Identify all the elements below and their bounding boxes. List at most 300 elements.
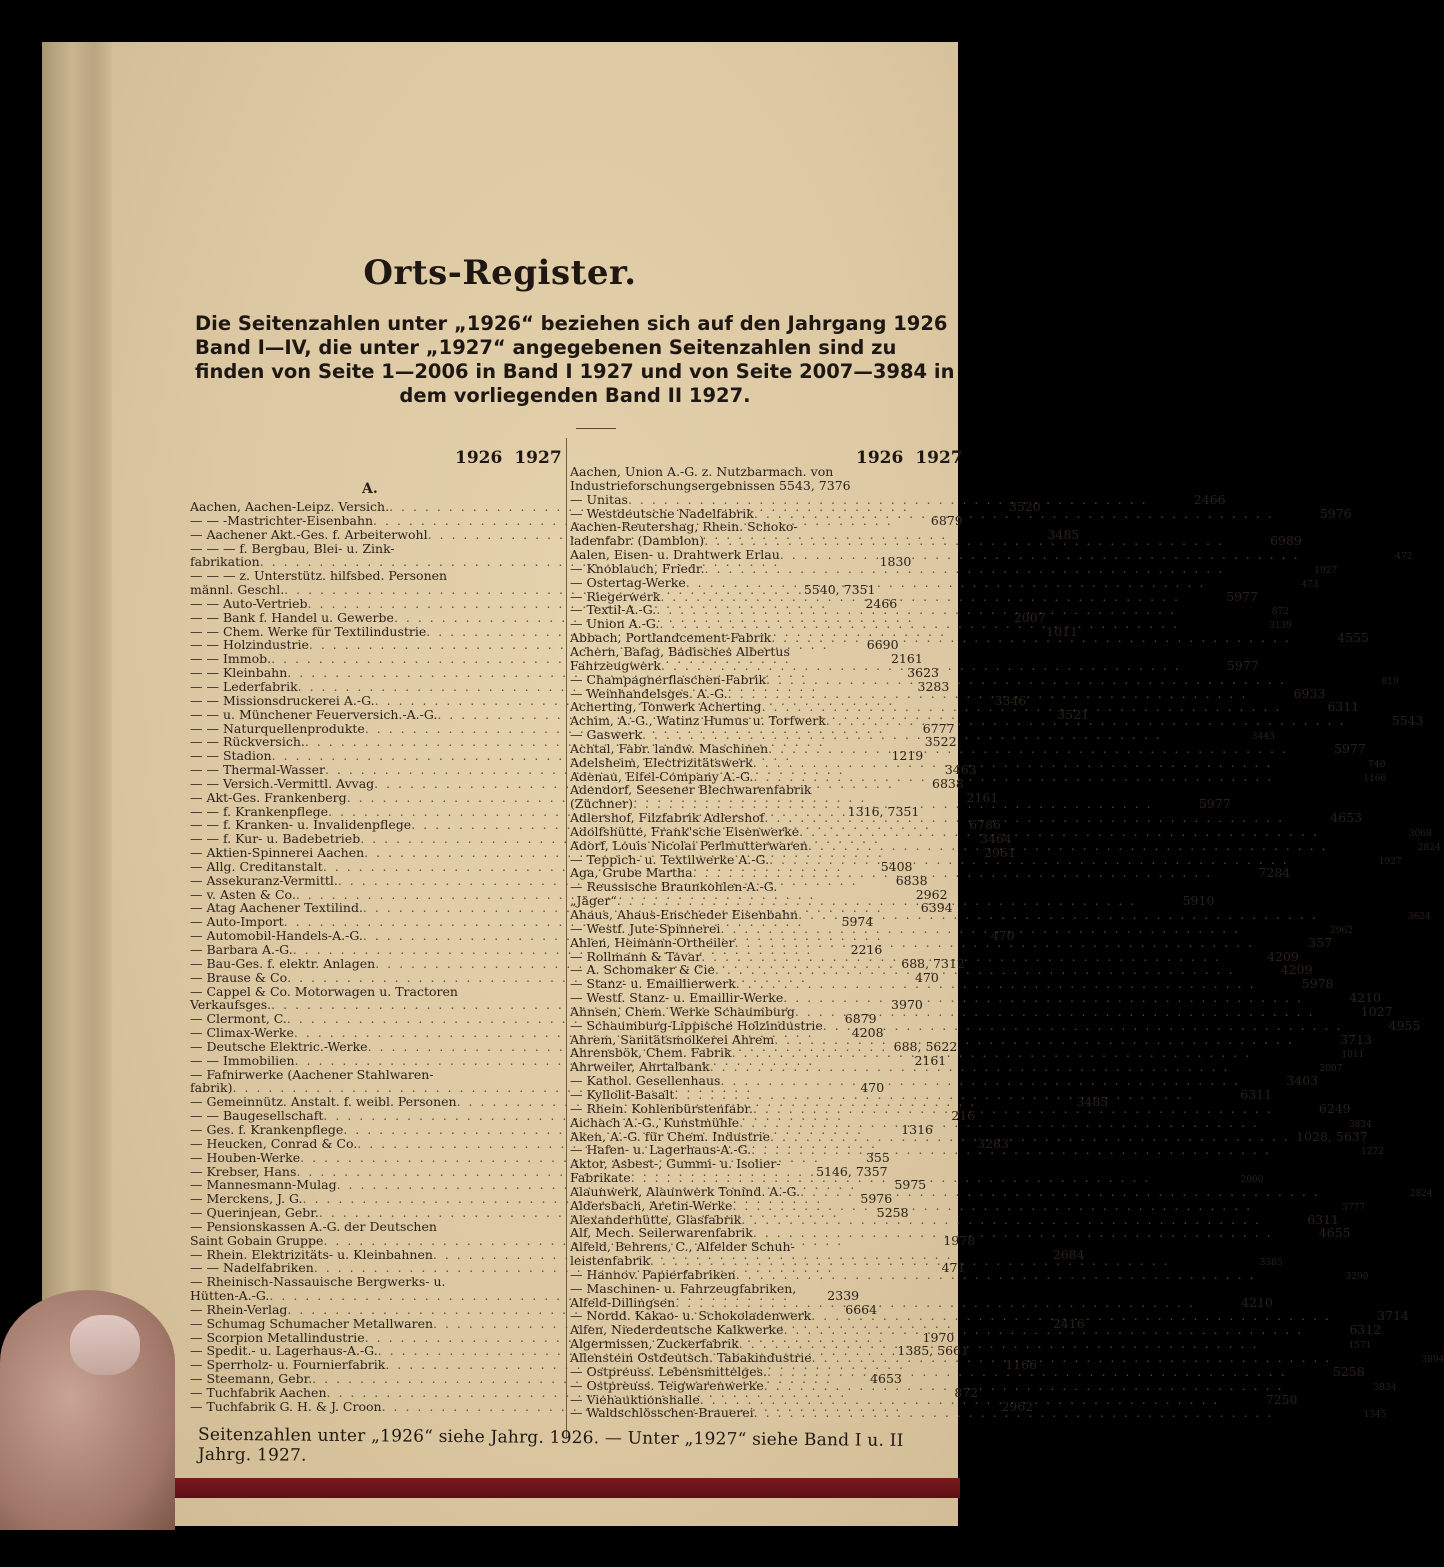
register-entry (570, 1211, 1340, 1227)
page-1926: 6838 (932, 775, 964, 791)
register-entry (570, 588, 1258, 604)
entry-name: Saint Gobain Gruppe (190, 1232, 324, 1248)
page-1926: 6777 (922, 720, 955, 736)
entry-name: — — Missionsdruckerei A.-G. (190, 692, 375, 708)
entry-name: Adendorf, Seesener Blechwarenfabrik (570, 782, 812, 798)
page-1926: 6311 (1327, 699, 1360, 715)
entry-name: — Gaswerk (570, 727, 642, 743)
page-1927: 1927 (1378, 856, 1402, 867)
entry-name: fabrikation (190, 554, 260, 570)
page-1926: 4955 (1388, 1017, 1421, 1033)
entry-name: — Clermont, C. (190, 1011, 287, 1027)
entry-name: Alfen, Niederdeutsche Kalkwerke (570, 1322, 784, 1338)
page-1927: 1345 (1363, 1410, 1387, 1421)
register-entry (570, 574, 1319, 590)
register-entry (570, 479, 950, 493)
page-1926: 6690 (866, 637, 899, 653)
page-1927: 1978 (943, 1232, 976, 1248)
entry-name: Alaunwerk, Alaunwerk Tonind. A.-G. (570, 1183, 801, 1199)
register-entry (570, 671, 1399, 687)
entry-name: — Steemann, Gebr. (190, 1371, 313, 1387)
entry-name: — Maschinen- u. Fahrzeugfabriken, (570, 1280, 797, 1296)
entry-name: — — — f. Bergbau, Blei- u. Zink- (190, 540, 395, 556)
entry-name: — — Bank f. Handel u. Gewerbe (190, 609, 394, 625)
entry-name: — Auto-Import (190, 914, 284, 930)
page-1927: 2962 (1330, 925, 1354, 936)
entry-name: Aken, A.-G. für Chem. Industrie (570, 1128, 770, 1144)
entry-name: — Tuchfabrik Aachen (190, 1385, 327, 1400)
page-1927: 216 (951, 1108, 976, 1124)
register-entry (570, 645, 950, 659)
page-1926: 1316, 7351 (847, 803, 920, 819)
entry-name: — Barbara A.-G. (190, 942, 293, 957)
register-entry (570, 560, 1338, 576)
entry-name: Adorf, Louis Nicolai Perlmutterwaren (570, 837, 808, 853)
entry-name: — Stanz- u. Emaillierwerk (570, 976, 736, 992)
page-1927: 3463 (944, 762, 977, 778)
page-1926: 2339 (827, 1288, 860, 1304)
page-1926: 6879 (930, 512, 963, 528)
page-1927: 3283 (917, 678, 950, 694)
header-1926: 1926 (455, 448, 503, 468)
page-1926: 5977 (1226, 657, 1259, 673)
entry-name: — — Immobilien (190, 1052, 295, 1068)
page-1927: 740 (1368, 759, 1386, 770)
entry-name: Alfeld-Dillingsen (570, 1294, 676, 1310)
page-1927: 2161 (890, 651, 923, 667)
register-entry (570, 1183, 1433, 1199)
page-1927: 3834 (1373, 1382, 1397, 1393)
page-1926: 5543 (1391, 713, 1424, 729)
page-1926: 5975 (894, 1177, 927, 1193)
page-1927: 2961 (984, 845, 1016, 861)
entry-name: Verkaufsges. (190, 997, 272, 1013)
page-1927: 3346 (994, 692, 1027, 708)
entry-name: ladenfabr. (Damblon) (570, 533, 705, 549)
entry-name: Acherting, Tonwerk Acherting (570, 699, 762, 715)
page-title: Orts-Register. (363, 253, 637, 293)
page-1926: 3713 (1340, 1031, 1372, 1047)
entry-name: — Viehauktionshalle (570, 1391, 700, 1407)
entry-name: Algermissen, Zuckerfabrik (570, 1336, 739, 1352)
entry-name: Fabrikate (570, 1170, 631, 1186)
page-1927: 3521 (1057, 706, 1090, 722)
entry-name: — — Stadion (190, 748, 272, 764)
page-1926: 5977 (1198, 796, 1231, 812)
page-1927: 3970 (891, 997, 923, 1013)
page-1927: 1571 (1348, 1341, 1372, 1352)
entry-name: männl. Geschl. (190, 582, 285, 598)
page-1926: 7250 (1265, 1391, 1298, 1407)
entry-name: — Westf. Stanz- u. Emaillir-Werke (570, 990, 784, 1006)
page-1927: 1011 (1046, 623, 1078, 639)
entry-name: — Cappel & Co. Motorwagen u. Tractoren (190, 983, 458, 999)
page-1927: 3385 (1259, 1258, 1283, 1269)
register-entry (570, 1282, 950, 1296)
page-1926: 6311 (1307, 1211, 1340, 1227)
page-footer: Seitenzahlen unter „1926“ siehe Jahrg. 1926. — Unter „1927“ siehe Band I u. II Jahrg. 1927. (197, 1424, 904, 1466)
page-1927: 2007 (1013, 609, 1046, 625)
entry-name: Aalen, Eisen- u. Drahtwerk Erlau (570, 547, 780, 563)
entry-name: — Heucken, Conrad & Co. (190, 1135, 358, 1151)
entry-name: Fahrzeugwerk (570, 657, 661, 673)
page-1927: 2962 (915, 886, 948, 902)
entry-name: — Gemeinnütz. Anstalt. f. weibl. Personen (190, 1094, 457, 1110)
entry-name: Aktor, Asbest-, Gummi- u. Isolier- (570, 1156, 781, 1172)
page-1926: 2216 (850, 942, 883, 957)
entry-name: Adolfshütte, Frank'sche Eisenwerke (570, 823, 800, 839)
book-binding-edge (110, 1478, 960, 1498)
entry-name: — Reussische Braunkohlen-A.-G. (570, 879, 778, 895)
page-1926: 5408 (880, 858, 913, 874)
entry-name: — Waldschlösschen-Brauerei (570, 1405, 754, 1421)
page-1926: 1385, 5661 (897, 1343, 969, 1359)
page-1927: 3283 (977, 1135, 1009, 1151)
entry-name: Adlershof, Filzfabrik Adlershof (570, 810, 765, 826)
entry-name: (Züchner) (570, 796, 633, 812)
page-1926: 357 (1308, 934, 1333, 950)
entry-name: Aga, Grube Martha (570, 865, 693, 881)
entry-name: — Ges. f. Krankenpflege (190, 1121, 344, 1137)
page-1927: 1272 (1360, 1147, 1384, 1158)
entry-name: — Schaumburg-Lippische Holzindustrie (570, 1017, 823, 1033)
page-1927: 872 (954, 1385, 979, 1400)
entry-name: — — Versich.-Vermittl. Avvag (190, 775, 375, 791)
entry-name: — — Lederfabrik (190, 678, 298, 694)
entry-name: — Kyllolit-Basalt (570, 1086, 675, 1102)
entry-name: Aachen, Aachen-Leipz. Versich. (190, 499, 390, 514)
entry-name: Achern, Bafag, Badisches Albertus (570, 643, 790, 659)
entry-name: Abbach, Portlandcement-Fabrik (570, 630, 772, 646)
page-1926: 355 (865, 1149, 890, 1165)
entry-name: Ahaus, Ahaus-Enscheder Eisenbahn (570, 907, 799, 922)
entry-name: Ahlen, Heimann-Ortheiler (570, 934, 735, 950)
entry-name: — Teppich- u. Textilwerke A.-G. (570, 851, 770, 867)
entry-name: — — Holzindustrie (190, 637, 309, 653)
entry-name: Aichach A.-G., Kunstmühle (570, 1114, 740, 1130)
page-1926: 6311 (1240, 1086, 1273, 1102)
page-1926: 6786 (969, 817, 1001, 833)
page-1926: 688, 5622 (893, 1038, 958, 1054)
entry-name: — Rheinisch-Nassauische Bergwerks- u. (190, 1274, 446, 1290)
page-1927: 3777 (1342, 1202, 1366, 1213)
entry-name: — Nordd. Kakao- u. Schokoladenwerk (570, 1308, 812, 1324)
entry-name: — Union A.-G. (570, 616, 660, 632)
entry-name: Allenstein Ostdeutsch. Tabakindustrie (570, 1350, 812, 1365)
page-1926: 5977 (1226, 588, 1258, 604)
entry-name: — — f. Krankenpflege (190, 803, 329, 819)
entry-name: — Rhein. Elektrizitäts- u. Kleinbahnen (190, 1246, 433, 1262)
entry-name: Ahrensbök, Chem. Fabrik (570, 1045, 732, 1061)
page-1927: 3068 (1408, 828, 1432, 839)
register-entry (570, 880, 950, 894)
page-1927: 2007 (1319, 1064, 1343, 1075)
page-1927: 2824 (1417, 842, 1441, 853)
page-1926: 5977 (1334, 740, 1366, 756)
entry-name: — Aachener Akt.-Ges. f. Arbeiterwohl (190, 526, 428, 542)
register-entry (570, 465, 950, 479)
subtitle-line: finden von Seite 1—2006 in Band I 1927 und von Seite 2007—3984 in (195, 360, 955, 383)
entry-name: — Allg. Creditanstalt (190, 858, 323, 874)
page-1927: 470 (860, 1080, 885, 1096)
page-1926: 4655 (1318, 1225, 1351, 1241)
entry-name: — — Rückversich. (190, 734, 305, 750)
page-1926: 1970 (922, 1329, 955, 1345)
page-1926: 6394 (920, 900, 953, 916)
page-1927: 3834 (1348, 1119, 1372, 1130)
entry-name: Aldersbach, Aretin-Werke (570, 1197, 733, 1213)
section-letter: A. (362, 481, 378, 497)
entry-name: — Assekuranz-Vermittl. (190, 872, 338, 888)
entry-name: — A. Schomaker & Cie (570, 962, 715, 978)
page-1927: 1830 (879, 554, 912, 570)
register-entry (570, 1059, 1343, 1075)
entry-name: — Brause & Co (190, 969, 288, 985)
entry-name: — Atag Aachener Textilind. (190, 900, 363, 916)
page-1926: 5976 (860, 1191, 893, 1207)
page-1926: 3403 (1286, 1073, 1319, 1089)
page-1927: 470 (990, 928, 1015, 944)
entry-name: — — f. Kur- u. Badebetrieb (190, 831, 361, 847)
entry-name: — Kathol. Gesellenhaus (570, 1073, 721, 1089)
entry-name: — Pensionskassen A.-G. der Deutschen (190, 1218, 437, 1234)
register-entry (570, 657, 1259, 673)
register-entry (570, 1073, 1319, 1089)
header-1927: 1927 (915, 448, 963, 468)
register-entry (190, 542, 560, 556)
page-1926: 4209 (1267, 948, 1299, 964)
page-1927: 471 (941, 1260, 966, 1276)
entry-name: „Jäger“ (570, 893, 617, 909)
entry-name: Achim, A.-G., Watinz Humus u. Torfwerk (570, 713, 826, 729)
register-entry (570, 990, 1381, 1006)
page-1926: 5258 (876, 1205, 909, 1221)
entry-name: — Spedit.- u. Lagerhaus-A.-G. (190, 1343, 378, 1359)
page-1927: 3520 (1008, 499, 1041, 514)
entry-name: — Rhein-Verlag (190, 1301, 288, 1317)
entry-name: — — Naturquellenprodukte (190, 720, 365, 736)
register-entry (190, 1068, 560, 1082)
entry-name: — — -Mastrichter-Eisenbahn (190, 512, 374, 528)
register-entry (190, 569, 560, 583)
entry-name: — Knoblauch, Friedr. (570, 560, 705, 576)
page-1927: 470 (914, 969, 939, 985)
register-entry (190, 985, 560, 999)
page-1926: 5146, 7357 (816, 1163, 888, 1179)
entry-name: — Mannesmann-Mulag (190, 1177, 337, 1193)
page-1926: 4653 (870, 1371, 902, 1387)
entry-name: — Fafnirwerke (Aachener Stahlwaren- (190, 1066, 434, 1082)
entry-name: — Scorpion Metallindustrie (190, 1329, 365, 1345)
page-1926: 1316 (901, 1121, 934, 1137)
entry-name: — Tuchfabrik G. H. & J. Croon (190, 1398, 382, 1414)
page-1926: 5540, 7351 (803, 582, 876, 598)
page-1927: 3894 (1421, 1355, 1444, 1365)
page-1927: 1927 (1314, 565, 1338, 576)
register-entry (570, 865, 1291, 881)
page-1927: 1011 (1341, 1050, 1365, 1061)
entry-name: Alfeld, Behrens, C., Alfelder Schuh- (570, 1239, 795, 1255)
entry-name: — Riegerwerk (570, 588, 661, 604)
page-1927: 2684 (1052, 1246, 1085, 1262)
entry-name: Alexanderhütte, Glasfabrik (570, 1211, 742, 1227)
entry-name: — — u. Münchener Feuerversich.-A.-G. (190, 706, 438, 722)
page-1927: 2000 (1240, 1175, 1264, 1186)
page-1926: 2466 (865, 595, 898, 611)
page-1926: 6933 (1293, 685, 1326, 701)
entry-name: Hütten-A.-G. (190, 1288, 270, 1304)
page-1927: 3464 (980, 831, 1012, 847)
entry-name: Achtal, Fabr. landw. Maschinen (570, 740, 769, 756)
page-1926: 5978 (1301, 976, 1334, 992)
page-1927: 2161 (966, 789, 999, 805)
entry-name: — Champagnerflaschen-Fabrik (570, 671, 767, 687)
header-1926: 1926 (856, 448, 904, 468)
page-1927: 2962 (1001, 1398, 1034, 1414)
entry-name: — — Thermal-Wasser (190, 762, 325, 778)
entry-name: — — — z. Unterstütz. hilfsbed. Personen (190, 568, 448, 584)
register-entry (570, 1003, 1393, 1019)
entry-name: — Bau-Ges. f. elektr. Anlagen (190, 955, 376, 971)
page-1927: 472 (1395, 552, 1413, 563)
page-1927: 3139 (1269, 621, 1293, 632)
register-entry (570, 976, 1334, 992)
page-1926: 688, 7312 (901, 955, 965, 971)
entry-name: — Hannov. Papierfabriken (570, 1266, 736, 1282)
page-1926: 6989 (1270, 533, 1302, 549)
entry-name: fabrik) (190, 1080, 233, 1096)
page-1926: 4210 (1241, 1294, 1273, 1310)
subtitle-line: Die Seitenzahlen unter „1926“ beziehen sich auf den Jahrgang 1926 (195, 312, 948, 335)
page-1926: 2466 (1193, 491, 1226, 507)
page-1926: 4208 (851, 1025, 884, 1041)
page-1926: 6249 (1318, 1100, 1351, 1116)
page-1927: 473 (1301, 579, 1319, 590)
page-1927: 2824 (1409, 1188, 1433, 1199)
entry-name: — Schumag Schumacher Metallwaren (190, 1315, 434, 1331)
entry-name: — — Immob. (190, 651, 272, 667)
entry-name: — Ostertag-Werke (570, 574, 686, 590)
page-1927: 3522 (924, 734, 957, 750)
entry-name: — — Kleinbahn (190, 665, 288, 681)
entry-name: — Sperrholz- u. Fournierfabrik (190, 1357, 386, 1373)
left-column-header (455, 448, 562, 468)
register-entry (570, 1294, 1273, 1310)
entry-name: Adelsheim, Electrizitätswerk (570, 754, 753, 770)
header-1927: 1927 (514, 448, 562, 468)
register-entry (570, 1017, 1421, 1033)
subtitle-paragraph (195, 312, 955, 408)
entry-name: leistenfabrik (570, 1253, 650, 1269)
page-1926: 1027 (1360, 1003, 1393, 1019)
page-1927: 3623 (907, 665, 939, 681)
page-1927: 3443 (1251, 732, 1275, 743)
page-1927: 1166 (1363, 773, 1387, 784)
page-1927: 1166 (1005, 1357, 1038, 1373)
entry-name: — Automobil-Handels-A.-G. (190, 928, 363, 944)
entry-name: — v. Asten & Co. (190, 886, 296, 902)
entry-name: — Weinhandelsges. A.-G. (570, 685, 728, 701)
page-1926: 6879 (844, 1011, 877, 1027)
entry-name: Alf, Mech. Seilerwarenfabrik (570, 1225, 753, 1241)
register-entry (570, 1197, 1366, 1213)
entry-name: — Textil-A.-G. (570, 602, 657, 618)
entry-name: Ahrweiler, Ahrtalbank (570, 1059, 710, 1075)
page-1927: 3485 (1076, 1094, 1109, 1110)
entry-name: — — Chem. Werke für Textilindustrie (190, 623, 427, 639)
entry-name: — Westdeutsche Nadelfabrik (570, 505, 754, 521)
entry-name: Industrieforschungsergebnissen 5543, 7376 (570, 477, 851, 493)
register-entry (570, 1240, 950, 1254)
entry-name: Aachen, Union A.-G. z. Nutzbarmach. von (570, 464, 834, 479)
subtitle-line: Band I—IV, die unter „1927“ angegebenen Seitenzahlen sind zu (195, 336, 897, 359)
entry-name: — Akt-Ges. Frankenberg (190, 789, 347, 805)
page-1926: 4653 (1330, 810, 1363, 826)
entry-name: — Rhein. Kohlenbürstenfabr. (570, 1100, 753, 1116)
entry-name: — Krebser, Hans (190, 1163, 297, 1179)
entry-name: — Rollmann & Tavar (570, 948, 702, 964)
register-entry (570, 520, 950, 534)
register-entry (570, 1157, 950, 1171)
page-1927: 2161 (914, 1052, 947, 1068)
entry-name: — Querinjean, Gebr. (190, 1205, 319, 1221)
page-1926: 5976 (1319, 505, 1352, 521)
entry-name: — — Auto-Vertrieb (190, 595, 308, 611)
page-1926: 1028, 5637 (1296, 1128, 1368, 1144)
entry-name: — Aktien-Spinnerei Aachen (190, 845, 365, 861)
page-1926: 4555 (1337, 630, 1369, 646)
entry-name: — — f. Kranken- u. Invalidenpflege (190, 817, 412, 833)
page-1926: 6312 (1349, 1322, 1382, 1338)
entry-name: — Hafen- u. Lagerhaus-A.-G. (570, 1142, 752, 1158)
register-entry (190, 1220, 560, 1234)
register-entry (190, 1275, 560, 1289)
entry-name: — Ostpreuss. Lebensmittelges. (570, 1363, 768, 1379)
page-1927: 3624 (1407, 912, 1431, 922)
page-1926: 6838 (895, 872, 928, 888)
page-1927: 3485 (1047, 526, 1080, 542)
entry-name: — Deutsche Elektric.-Werke (190, 1038, 368, 1054)
page-1927: 819 (1381, 676, 1399, 687)
entry-name: — Ostpreuss. Teigwarenwerke (570, 1377, 764, 1393)
page-1926: 5974 (841, 914, 874, 930)
entry-name: — Climax-Werke (190, 1025, 294, 1041)
page-1926: 3714 (1377, 1308, 1409, 1324)
title-rule (576, 428, 616, 429)
entry-name: Ahnsen, Chem. Werke Schaumburg (570, 1003, 795, 1019)
entry-name: Aachen-Reutershag, Rhein. Schoko- (570, 519, 798, 535)
page-1926: 6664 (845, 1301, 878, 1317)
entry-name: Adenau, Eifel-Company A.-G. (570, 768, 754, 784)
entry-name: — Merckens, J. G. (190, 1191, 303, 1207)
page-1926: 4209 (1280, 962, 1313, 978)
entry-name: Ahrem, Sanitätsmolkerei Ahrem (570, 1031, 775, 1047)
register-entry (570, 1170, 1264, 1186)
page-1927: 872 (1271, 607, 1289, 618)
page-1926: 5910 (1182, 893, 1215, 909)
page-1926: 5258 (1332, 1363, 1365, 1379)
thumb-nail (70, 1315, 140, 1375)
entry-name: — — Nadelfabriken (190, 1260, 314, 1276)
entry-name: — Houben-Werke (190, 1149, 301, 1165)
page-1926: 7284 (1258, 865, 1291, 881)
entry-name: — — Baugesellschaft (190, 1108, 324, 1124)
entry-name: — Westf. Jute-Spinnerei (570, 920, 721, 936)
entry-name: — Unitas (570, 491, 628, 507)
register-entry (570, 783, 950, 797)
page-1927: 1219 (891, 748, 924, 764)
page-1926: 4210 (1349, 990, 1381, 1006)
